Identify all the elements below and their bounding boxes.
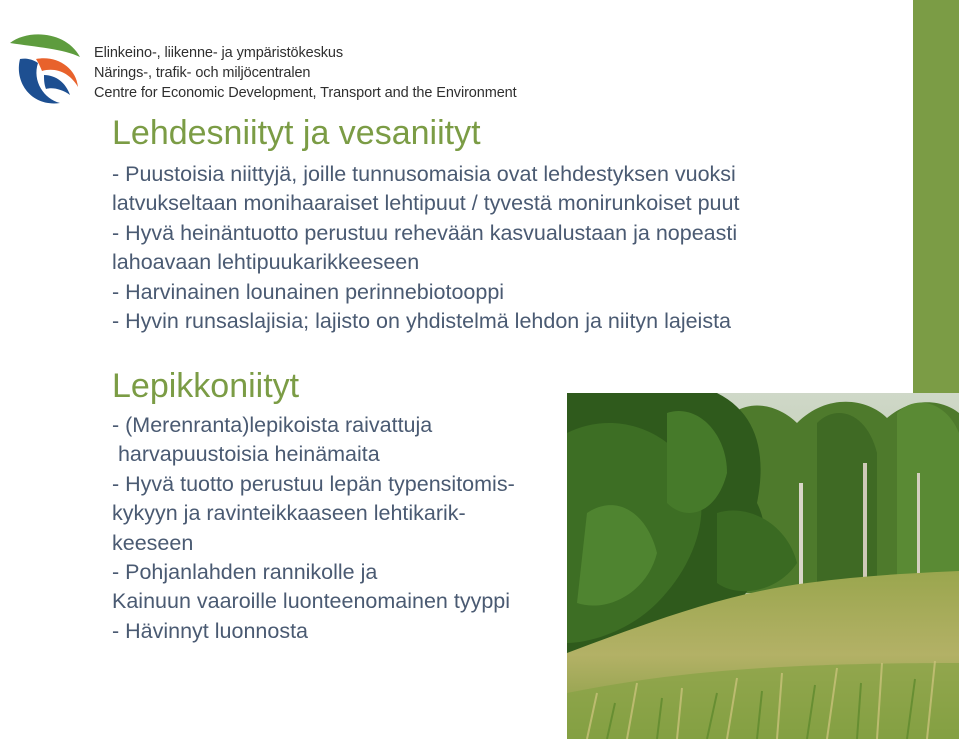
ely-centre-logo-icon: [6, 29, 82, 109]
green-accent-bar: [913, 0, 959, 393]
body-line: harvapuustoisia heinämaita: [112, 442, 380, 467]
body-line: - Hyvä tuotto perustuu lepän typensitomis-: [112, 471, 515, 496]
body-line: - (Merenranta)lepikoista raivattuja: [112, 413, 433, 437]
body-line: - Puustoisia niittyjä, joille tunnusomaisia ovat lehdestyksen vuoksi: [112, 162, 736, 186]
section-body-lepikkoniityt: [112, 411, 515, 646]
body-line: - Hyvä heinäntuotto perustuu rehevään kasvualustaan ja nopeasti: [112, 220, 738, 245]
body-line: - Harvinainen lounainen perinnebiotooppi: [112, 279, 505, 304]
body-line: latvukseltaan monihaaraiset lehtipuut / tyvestä monirunkoiset puut: [112, 191, 740, 216]
organization-name: [94, 43, 517, 103]
alder-meadow-photo: [567, 393, 959, 739]
body-line: lahoavaan lehtipuukarikkeeseen: [112, 250, 420, 275]
org-name-sv: Närings-, trafik- och miljöcentralen: [94, 65, 311, 81]
section-title-lehdesniityt: Lehdesniityt ja vesaniityt: [112, 114, 481, 152]
org-name-fi: Elinkeino-, liikenne- ja ympäristökeskus: [94, 45, 344, 61]
body-line: kykyyn ja ravinteikkaaseen lehtikarik-: [112, 501, 466, 526]
body-line: Kainuun vaaroille luonteenomainen tyyppi: [112, 589, 511, 614]
org-name-en: Centre for Economic Development, Transport and the Environment: [94, 85, 517, 101]
body-line: - Hyvin runsaslajisia; lajisto on yhdistelmä lehdon ja niityn lajeista: [112, 309, 732, 334]
section-title-lepikkoniityt: Lepikkoniityt: [112, 367, 300, 405]
body-line: - Hävinnyt luonnosta: [112, 618, 308, 643]
body-line: - Pohjanlahden rannikolle ja: [112, 560, 378, 585]
body-line: keeseen: [112, 530, 194, 555]
section-body-lehdesniityt: [112, 160, 739, 336]
